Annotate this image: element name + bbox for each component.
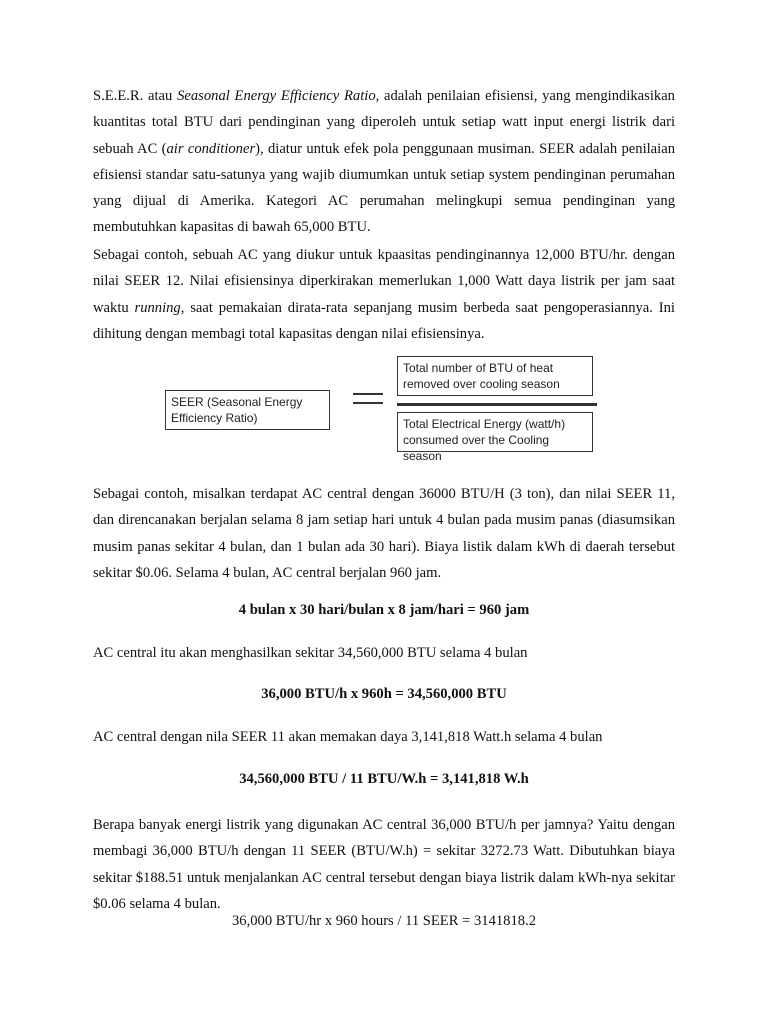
paragraph-example-2: Sebagai contoh, misalkan terdapat AC central dengan 36000 BTU/H (3 ton), dan nilai SEER 11, dan direncanakan berjalan selama 8 jam setiap hari untuk 4 bulan pada musim panas (diasumsikan musim panas sekitar 4 bulan, dan 1 bulan ada 30 hari). Biaya listik dalam kWh di daerah tersebut sekitar $0.06. Selama 4 bulan, AC central berjalan 960 jam. [93, 486, 675, 581]
text: , saat pemakaian dirata-rata sepanjang musim berbeda saat pengoperasiannya. Ini dihitung dengan membagi total kapasitas dengan nilai efisiensinya. [93, 299, 675, 342]
fraction-bar [397, 403, 597, 406]
text: Sebagai contoh, sebuah AC yang diukur untuk kpaasitas pendinginannya 12,000 BTU/hr. dengan nilai SEER 12. Nilai efisiensinya diperkirakan memerlukan 1,000 Watt daya listrik per jam saat waktu [93, 247, 675, 316]
equation-btu: 36,000 BTU/h x 960h = 34,560,000 BTU [261, 686, 507, 702]
denominator-box: Total Electrical Energy (watt/h) consumed over the Cooling season [397, 412, 593, 452]
text: ), diatur untuk efek pola penggunaan musiman. SEER adalah penilaian efisiensi standar satu-satunya yang wajib diumumkan untuk setiap system pendinginan perumahan yang dijual di Amerika. Kategori AC perumahan melingkupi semua pendinginan yang membutuhkan kapasitas di bawah 65,000 BTU. [93, 140, 675, 236]
numerator-box: Total number of BTU of heat removed over cooling season [397, 356, 593, 396]
italic-term: air conditioner [166, 140, 256, 157]
text: adalah penilaian efisiensi, yang mengindikasikan kuantitas total BTU dari pendinginan yang diperoleh untuk setiap watt input energi listrik dari sebuah AC ( [93, 88, 675, 157]
paragraph-seer-definition [93, 83, 675, 241]
equation-hours: 4 bulan x 30 hari/bulan x 8 jam/hari = 960 jam [238, 602, 530, 618]
paragraph-example-1 [93, 242, 675, 347]
seer-label-box: SEER (Seasonal Energy Efficiency Ratio) [165, 390, 330, 430]
paragraph-power-consumption: AC central dengan nila SEER 11 akan memakan daya 3,141,818 Watt.h selama 4 bulan [93, 729, 603, 745]
equation-total: 36,000 BTU/hr x 960 hours / 11 SEER = 3141818.2 [231, 913, 537, 929]
paragraph-btu-output: AC central itu akan menghasilkan sekitar 34,560,000 BTU selama 4 bulan [93, 645, 528, 661]
equals-sign [353, 393, 383, 411]
text: S.E.E.R. atau [93, 88, 178, 104]
seer-formula-figure [165, 353, 605, 463]
paragraph-energy-per-hour: Berapa banyak energi listrik yang digunakan AC central 36,000 BTU/h per jamnya? Yaitu dengan membagi 36,000 BTU/h dengan 11 SEER (BTU/W.h) = sekitar 3272.73 Watt. Dibutuhkan biaya sekitar $188.51 untuk menjalankan AC central tersebut dengan biaya listrik dalam kWh-nya sekitar $0.06 selama 4 bulan. [93, 817, 675, 912]
equation-watt-hours: 34,560,000 BTU / 11 BTU/W.h = 3,141,818 W.h [239, 771, 529, 787]
italic-term: running [134, 299, 181, 316]
italic-term: Seasonal Energy Efficiency Ratio, [177, 88, 380, 104]
